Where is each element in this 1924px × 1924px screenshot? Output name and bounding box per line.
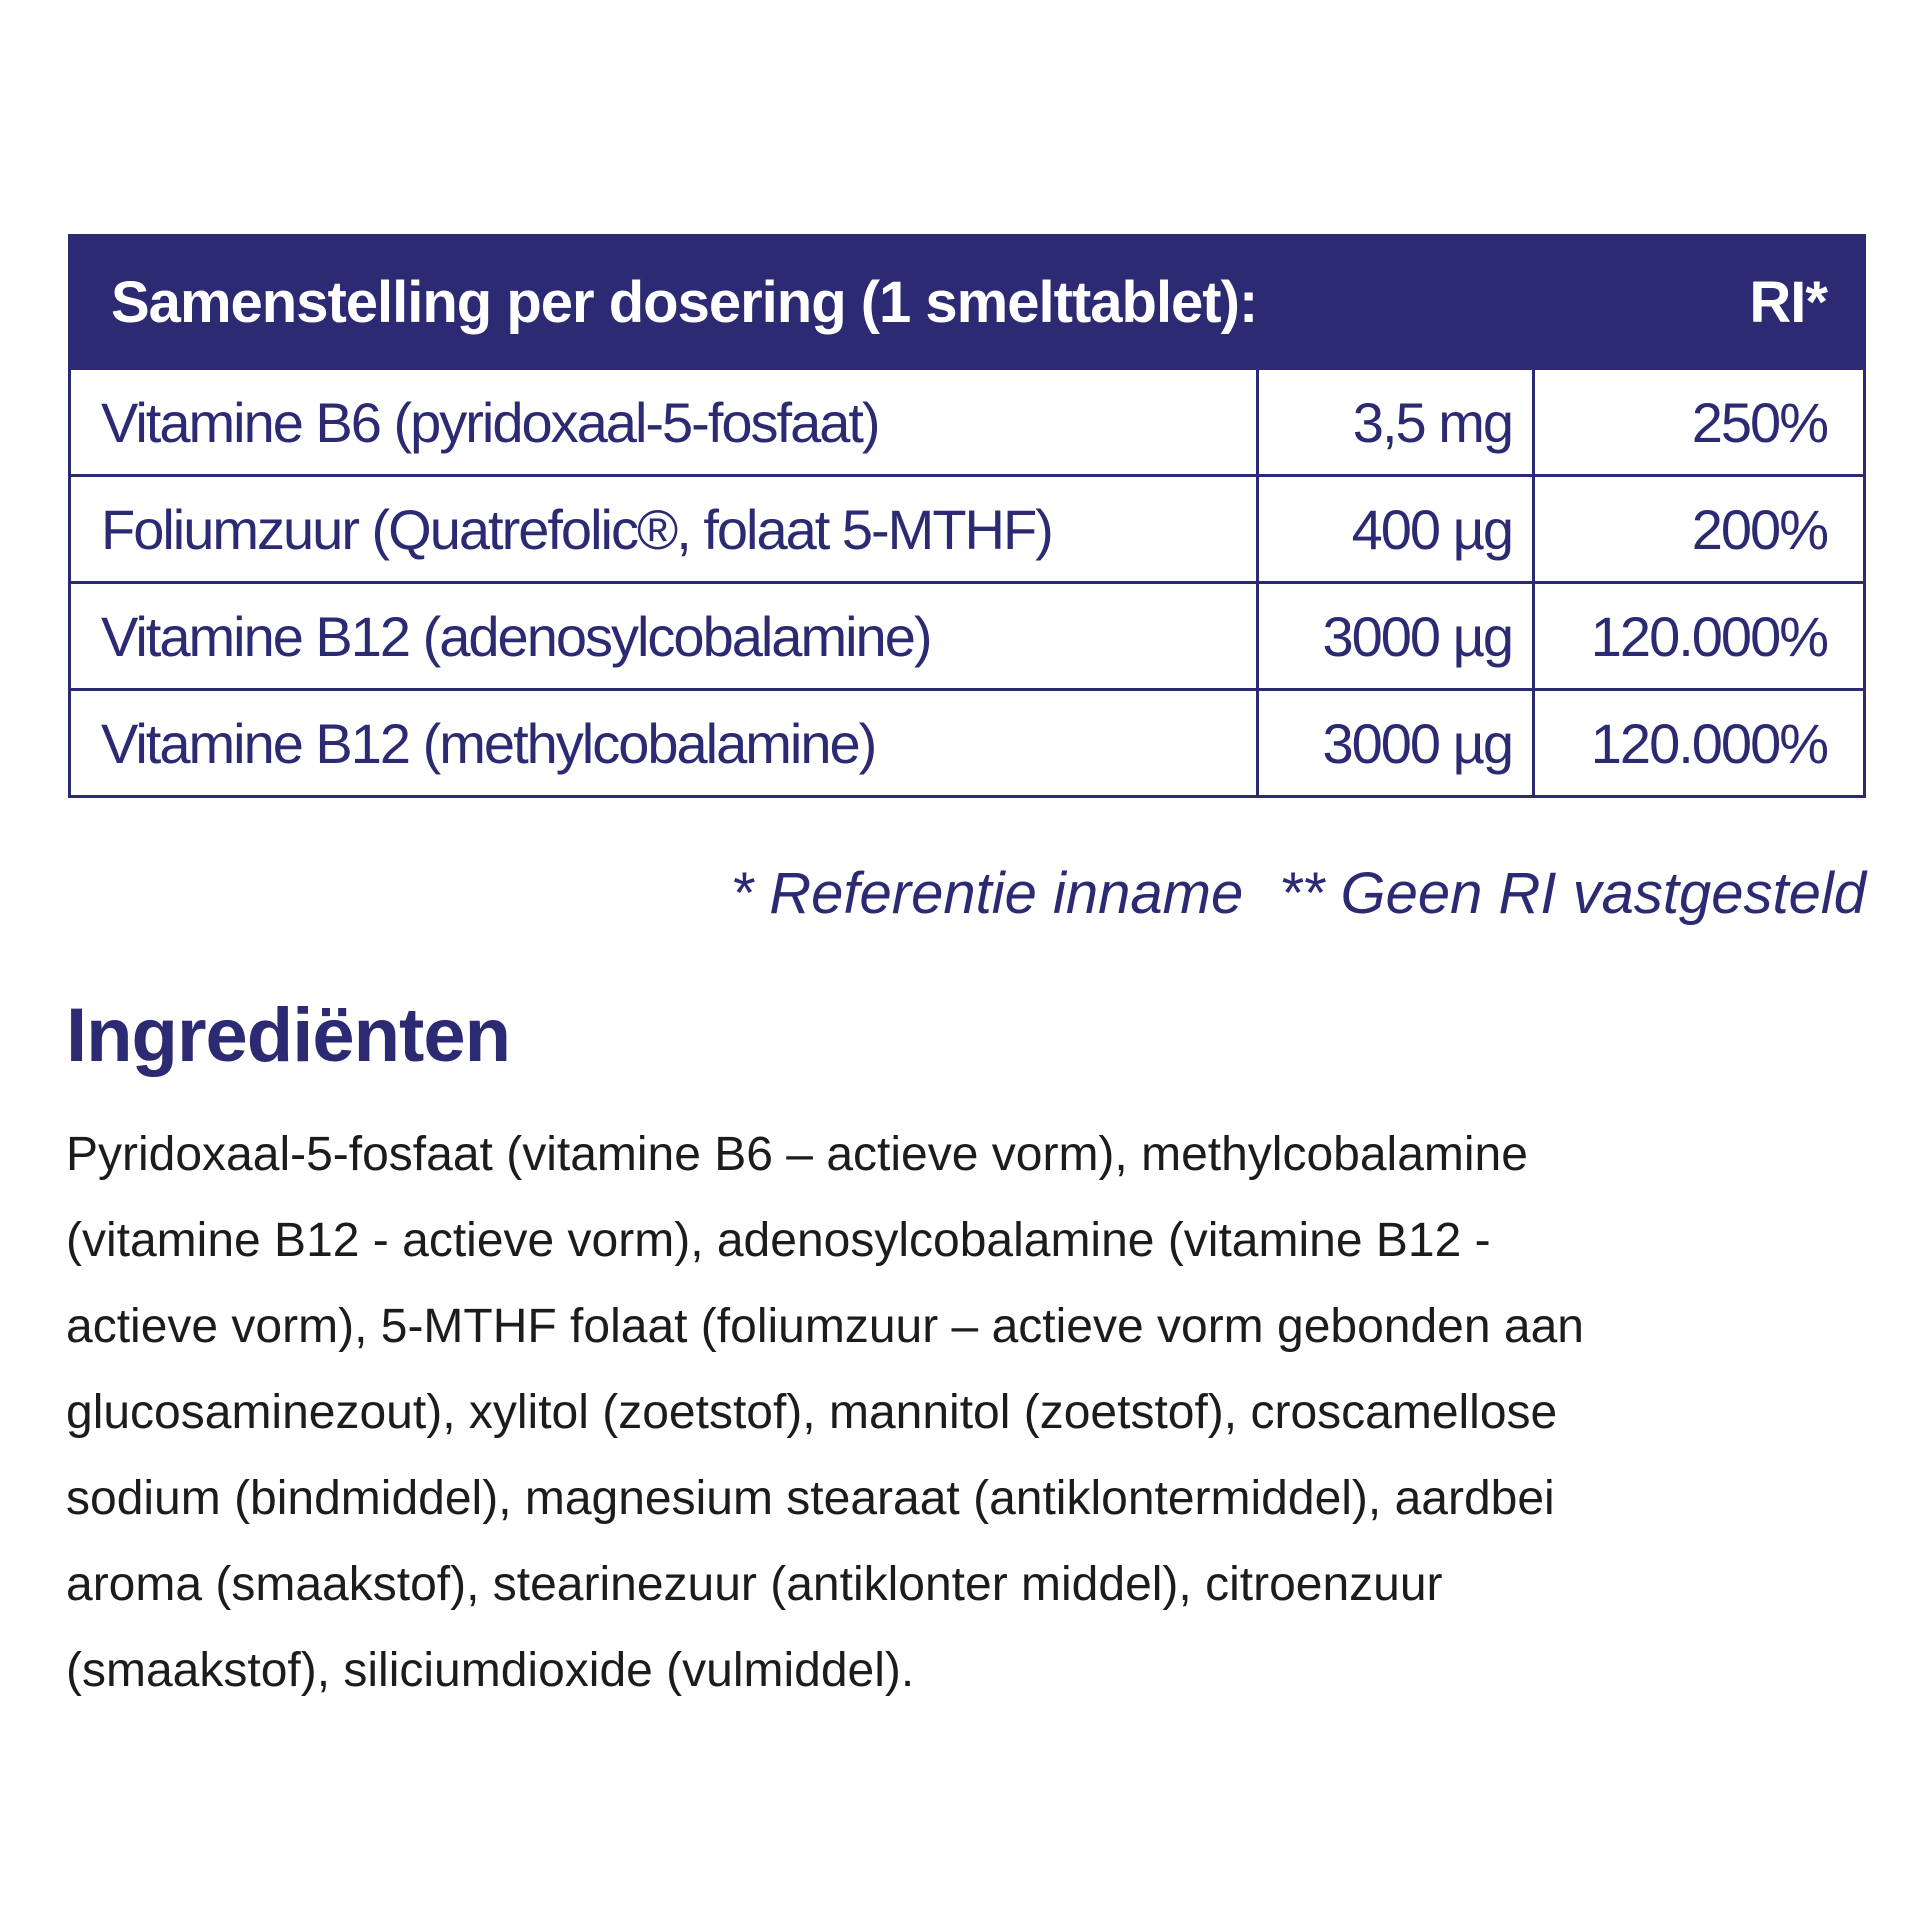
ingredients-line: (vitamine B12 - actieve vorm), adenosylcobalamine (vitamine B12 -: [66, 1214, 1491, 1267]
ingredients-line: Pyridoxaal-5-fosfaat (vitamine B6 – actieve vorm), methylcobalamine: [66, 1128, 1528, 1181]
ri-column-header: RI*: [1749, 269, 1827, 335]
nutrient-name: Foliumzuur (Quatrefolic®, folaat 5-MTHF): [101, 497, 1052, 561]
nutrient-amount: 3000 µg: [1322, 711, 1512, 775]
table-title: Samenstelling per dosering (1 smelttablet):: [111, 269, 1258, 335]
footnote-no-ri: ** Geen RI vastgesteld: [1279, 861, 1866, 926]
nutrient-ri: 120.000%: [1590, 604, 1827, 668]
table-row: [71, 581, 1863, 688]
ingredients-line: (smaakstof), siliciumdioxide (vulmiddel).: [66, 1644, 915, 1697]
footnotes: [731, 860, 1866, 927]
table-row: [71, 474, 1863, 581]
footnote-ri: * Referentie inname: [730, 861, 1244, 926]
nutrient-amount: 3000 µg: [1322, 604, 1512, 668]
nutrient-amount: 3,5 mg: [1352, 390, 1512, 454]
nutrient-ri: 250%: [1691, 390, 1827, 454]
nutrient-name: Vitamine B6 (pyridoxaal-5-fosfaat): [101, 390, 879, 454]
ingredients-line: aroma (smaakstof), stearinezuur (antiklonter middel), citroenzuur: [66, 1558, 1443, 1611]
nutrient-ri: 200%: [1691, 497, 1827, 561]
ingredients-line: actieve vorm), 5-MTHF folaat (foliumzuur – actieve vorm gebonden aan: [66, 1300, 1584, 1353]
ingredients-line: sodium (bindmiddel), magnesium stearaat (antiklontermiddel), aardbei: [66, 1472, 1555, 1525]
ingredients-text: [66, 1112, 1866, 1714]
table-row: [71, 367, 1863, 474]
ingredients-heading: Ingrediënten: [66, 993, 511, 1078]
nutrient-amount: 400 µg: [1351, 497, 1512, 561]
table-row: [71, 688, 1863, 795]
ingredients-line: glucosaminezout), xylitol (zoetstof), mannitol (zoetstof), croscamellose: [66, 1386, 1558, 1439]
nutrient-name: Vitamine B12 (methylcobalamine): [101, 711, 876, 775]
table-header: [71, 237, 1863, 367]
nutrient-ri: 120.000%: [1590, 711, 1827, 775]
composition-table: [68, 234, 1866, 798]
nutrient-name: Vitamine B12 (adenosylcobalamine): [101, 604, 931, 668]
